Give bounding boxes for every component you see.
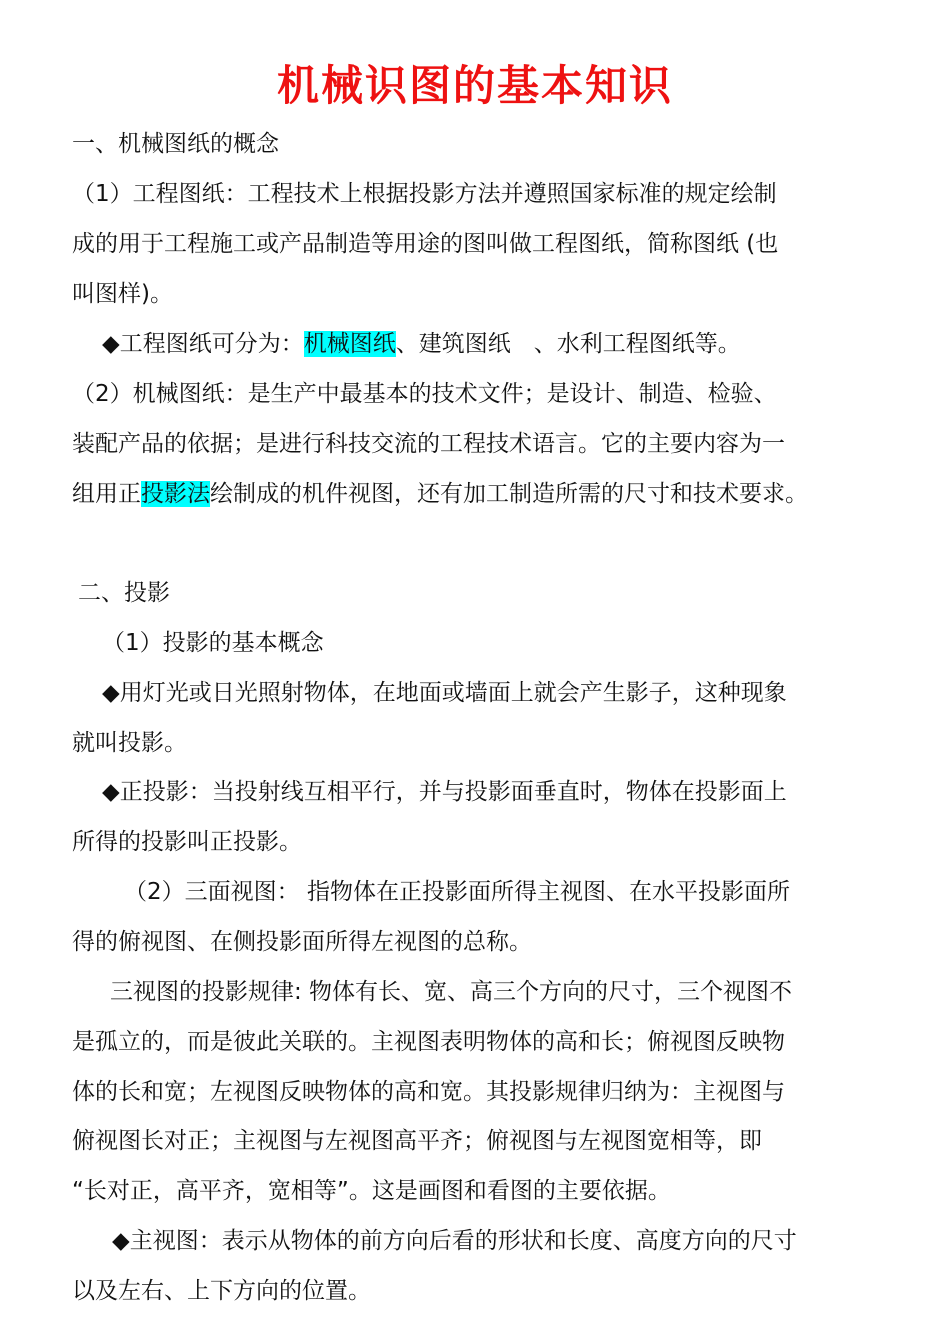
- paragraph-line: 叫图样)。: [72, 281, 173, 307]
- line-suffix: 绘制成的机件视图，还有加工制造所需的尺寸和技术要求。: [210, 481, 808, 507]
- paragraph-line: 所得的投影叫正投影。: [72, 829, 302, 855]
- bullet-prefix: ◆工程图纸可分为：: [102, 331, 304, 357]
- bullet-drawing-types: [102, 329, 741, 359]
- paragraph-line: 体的长和宽；左视图反映物体的高和宽。其投影规律归纳为：主视图与: [72, 1079, 785, 1105]
- section-heading-projection: 二、投影: [78, 580, 170, 606]
- paragraph-line: （2）机械图纸：是生产中最基本的技术文件；是设计、制造、检验、: [72, 381, 777, 407]
- paragraph-line-projection: [72, 479, 808, 509]
- paragraph-line: 是孤立的，而是彼此关联的。主视图表明物体的高和长；俯视图反映物: [72, 1029, 785, 1055]
- paragraph-line: ◆主视图：表示从物体的前方向后看的形状和长度、高度方向的尺寸: [112, 1228, 797, 1254]
- page-title: 机械识图的基本知识: [276, 61, 673, 110]
- paragraph-line: 就叫投影。: [72, 730, 187, 756]
- paragraph-line: 得的俯视图、在侧投影面所得左视图的总称。: [72, 929, 532, 955]
- paragraph-line: （1）工程图纸：工程技术上根据投影方法并遵照国家标准的规定绘制: [72, 181, 777, 207]
- paragraph-line: 以及左右、上下方向的位置。: [72, 1278, 371, 1304]
- bullet-suffix: 、建筑图纸 、水利工程图纸等。: [395, 331, 741, 357]
- paragraph-line: （2）三面视图： 指物体在正投影面所得主视图、在水平投影面所: [124, 879, 790, 905]
- paragraph-line: ◆正投影：当投射线互相平行，并与投影面垂直时，物体在投影面上: [102, 779, 787, 805]
- paragraph-line: “长对正，高平齐，宽相等”。这是画图和看图的主要依据。: [72, 1178, 671, 1204]
- paragraph-line: 俯视图长对正；主视图与左视图高平齐；俯视图与左视图宽相等，即: [72, 1128, 762, 1154]
- highlight-projection-method: 投影法: [141, 481, 210, 507]
- paragraph-line: 装配产品的依据；是进行科技交流的工程技术语言。它的主要内容为一: [72, 431, 785, 457]
- section-heading-concept: 一、机械图纸的概念: [72, 131, 279, 157]
- line-prefix: 组用正: [72, 481, 141, 507]
- highlight-mechanical-drawing: 机械图纸: [303, 331, 396, 357]
- paragraph-line: 三视图的投影规律: 物体有长、宽、高三个方向的尺寸，三个视图不: [110, 979, 793, 1005]
- subheading-projection-concept: （1）投影的基本概念: [102, 630, 324, 656]
- paragraph-line: ◆用灯光或日光照射物体，在地面或墙面上就会产生影子，这种现象: [102, 680, 787, 706]
- paragraph-line: 成的用于工程施工或产品制造等用途的图叫做工程图纸，简称图纸 (也: [72, 231, 779, 257]
